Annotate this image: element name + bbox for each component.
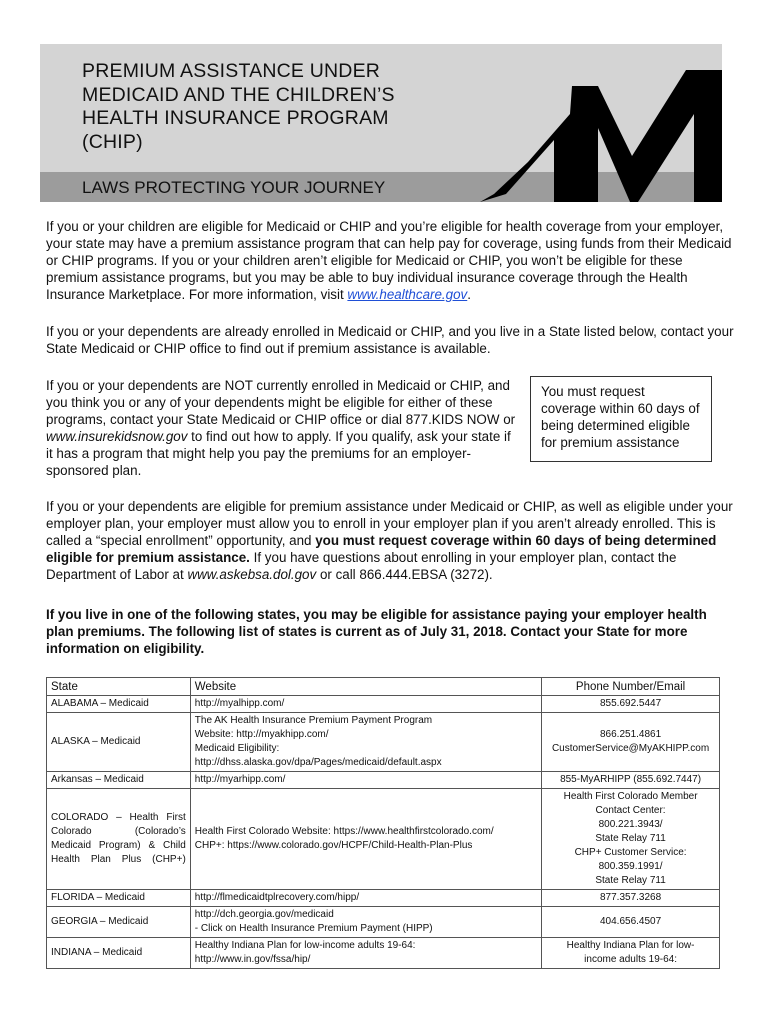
website-cell-line[interactable]: Medicaid Eligibility: [194, 743, 280, 754]
phone-cell-line: State Relay 711 [595, 875, 666, 886]
table-row [47, 772, 720, 789]
special-enrollment-bold: you must request coverage within 60 days of being determined eligible for premium assistance. [46, 533, 717, 565]
website-cell [190, 696, 541, 713]
intro-end: . [467, 287, 471, 302]
state-cell [47, 713, 191, 772]
column-header-website: Website [190, 678, 541, 696]
state-cell-line: Medicaid Program) & Child [51, 840, 186, 851]
website-cell [190, 772, 541, 789]
phone-cell [542, 938, 720, 969]
website-cell-line[interactable]: http://flmedicaidtplrecovery.com/hipp/ [194, 892, 360, 903]
state-cell-line: INDIANA – Medicaid [51, 947, 143, 958]
intro-text: If you or your children are eligible for Medicaid or CHIP and you’re eligible for health coverage from your employer, your state may have a premium assistance program that can help pay for coverage, using funds from their Medicaid or CHIP programs. If you or your children aren’t eligible for Medicaid or CHIP, you won’t be eligible for these premium assistance programs, but you may be able to buy individual insurance coverage through the Health Insurance Marketplace. For more information, visit [46, 219, 732, 302]
state-cell-line: COLORADO – Health First [51, 812, 186, 823]
state-cell-line: ALABAMA – Medicaid [51, 698, 149, 709]
state-cell-line: Health Plan Plus (CHP+) [51, 854, 186, 865]
state-cell-line: GEORGIA – Medicaid [51, 916, 149, 927]
phone-cell-line: 855.692.5447 [599, 698, 662, 709]
table-row [47, 789, 720, 890]
special-enrollment-text-3: or call 866.444.EBSA (3272). [316, 567, 493, 582]
phone-cell [542, 789, 720, 890]
header-banner [40, 44, 722, 202]
phone-cell-line: 800.359.1991/ [598, 861, 663, 872]
phone-cell [542, 696, 720, 713]
website-cell [190, 890, 541, 907]
phone-cell-line: CHP+ Customer Service: [574, 847, 687, 858]
phone-cell-line: Contact Center: [595, 805, 666, 816]
state-cell [47, 696, 191, 713]
states-table [46, 677, 720, 969]
insurekidsnow-site: www.insurekidsnow.gov [46, 429, 188, 444]
website-cell-line[interactable]: Website: http://myakhipp.com/ [194, 729, 329, 740]
state-cell [47, 890, 191, 907]
website-cell-line[interactable]: Health First Colorado Website: https://www.healthfirstcolorado.com/ [194, 826, 494, 837]
website-cell-line[interactable]: Healthy Indiana Plan for low-income adults 19-64: [194, 940, 416, 951]
special-enrollment-text-2: If you have questions about enrolling in your employer plan, contact the Department of Labor at [46, 550, 677, 582]
intro-paragraph [46, 218, 736, 303]
callout-text: You must request coverage within 60 days of being determined eligible for premium assistance [541, 384, 700, 450]
table-row [47, 907, 720, 938]
website-cell-line[interactable]: CHP+: https://www.colorado.gov/HCPF/Child-Health-Plan-Plus [194, 840, 473, 851]
phone-cell-line: CustomerService@MyAKHIPP.com [551, 743, 710, 754]
state-cell [47, 789, 191, 890]
phone-cell-line: 855-MyARHIPP (855.692.7447) [560, 774, 702, 785]
website-cell-line[interactable]: - Click on Health Insurance Premium Payment (HIPP) [194, 923, 433, 934]
title-line: MEDICAID AND THE CHILDREN’S [82, 83, 395, 106]
website-cell-line[interactable]: http://www.in.gov/fssa/hip/ [194, 954, 311, 965]
enrolled-paragraph: If you or your dependents are already enrolled in Medicaid or CHIP, and you live in a State listed below, contact your State Medicaid or CHIP office to find out if premium assistance is available. [46, 324, 734, 356]
askebsa-site: www.askebsa.dol.gov [187, 567, 317, 582]
website-cell [190, 938, 541, 969]
state-cell [47, 938, 191, 969]
phone-cell [542, 907, 720, 938]
table-row [47, 713, 720, 772]
not-enrolled-paragraph [46, 377, 520, 479]
title-line: PREMIUM ASSISTANCE UNDER [82, 60, 381, 82]
table-body [47, 696, 720, 969]
callout-box [530, 376, 712, 462]
document-subtitle: LAWS PROTECTING YOUR JOURNEY [82, 178, 386, 197]
phone-cell-line: 877.357.3268 [599, 892, 662, 903]
table-header-row [47, 678, 720, 696]
phone-cell [542, 713, 720, 772]
phone-cell-line: Health First Colorado Member [563, 791, 698, 802]
state-cell [47, 772, 191, 789]
phone-cell [542, 890, 720, 907]
phone-cell [542, 772, 720, 789]
phone-cell-line: Healthy Indiana Plan for low- [566, 940, 695, 951]
phone-cell-line: 866.251.4861 [599, 729, 662, 740]
document-title [82, 60, 395, 154]
website-cell-line[interactable]: http://dhss.alaska.gov/dpa/Pages/medicaid/default.aspx [194, 757, 442, 768]
not-enrolled-text-end: to find out how to apply. If you qualify, ask your state if it has a program that might help you pay the premiums for an employer-sponsored plan. [46, 429, 511, 478]
phone-cell-line: State Relay 711 [595, 833, 666, 844]
website-cell-line[interactable]: http://myalhipp.com/ [194, 698, 285, 709]
website-cell [190, 713, 541, 772]
table-row [47, 696, 720, 713]
state-cell-line: ALASKA – Medicaid [51, 736, 141, 747]
column-header-state: State [47, 678, 191, 696]
table-row [47, 890, 720, 907]
m-logo-icon [480, 44, 722, 202]
state-cell-line: Colorado (Colorado’s [51, 826, 186, 837]
title-line: HEALTH INSURANCE PROGRAM [82, 107, 389, 129]
title-line: (CHIP) [82, 130, 143, 153]
website-cell-line[interactable]: The AK Health Insurance Premium Payment Program [194, 715, 433, 726]
website-cell-line[interactable]: http://myarhipp.com/ [194, 774, 286, 785]
states-intro: If you live in one of the following states, you may be eligible for assistance paying your employer health plan premiums. The following list of states is current as of July 31, 2018. Contact your State for more information on eligibility. [46, 607, 707, 656]
special-enrollment-text: If you or your dependents are eligible for premium assistance under Medicaid or CHIP, as well as eligible under your employer plan, your employer must allow you to enroll in your employer plan if you aren’t already enrolled. This is called a “special enrollment” opportunity, and [46, 499, 733, 548]
column-header-phone: Phone Number/Email [542, 678, 720, 696]
phone-cell-line: 800.221.3943/ [598, 819, 663, 830]
not-enrolled-text: If you or your dependents are NOT currently enrolled in Medicaid or CHIP, and you think you or any of your dependents might be eligible for either of these programs, contact your State Medicaid or CHIP office or dial 877.KIDS NOW or [46, 378, 516, 427]
phone-cell-line: income adults 19-64: [584, 954, 677, 965]
special-enrollment-paragraph [46, 498, 736, 583]
state-cell [47, 907, 191, 938]
website-cell [190, 907, 541, 938]
state-cell-line: FLORIDA – Medicaid [51, 892, 145, 903]
table-row [47, 938, 720, 969]
website-cell [190, 789, 541, 890]
state-cell-line: Arkansas – Medicaid [51, 774, 144, 785]
website-cell-line[interactable]: http://dch.georgia.gov/medicaid [194, 909, 334, 920]
phone-cell-line: 404.656.4507 [599, 916, 662, 927]
healthcare-gov-link[interactable]: www.healthcare.gov [347, 287, 468, 302]
